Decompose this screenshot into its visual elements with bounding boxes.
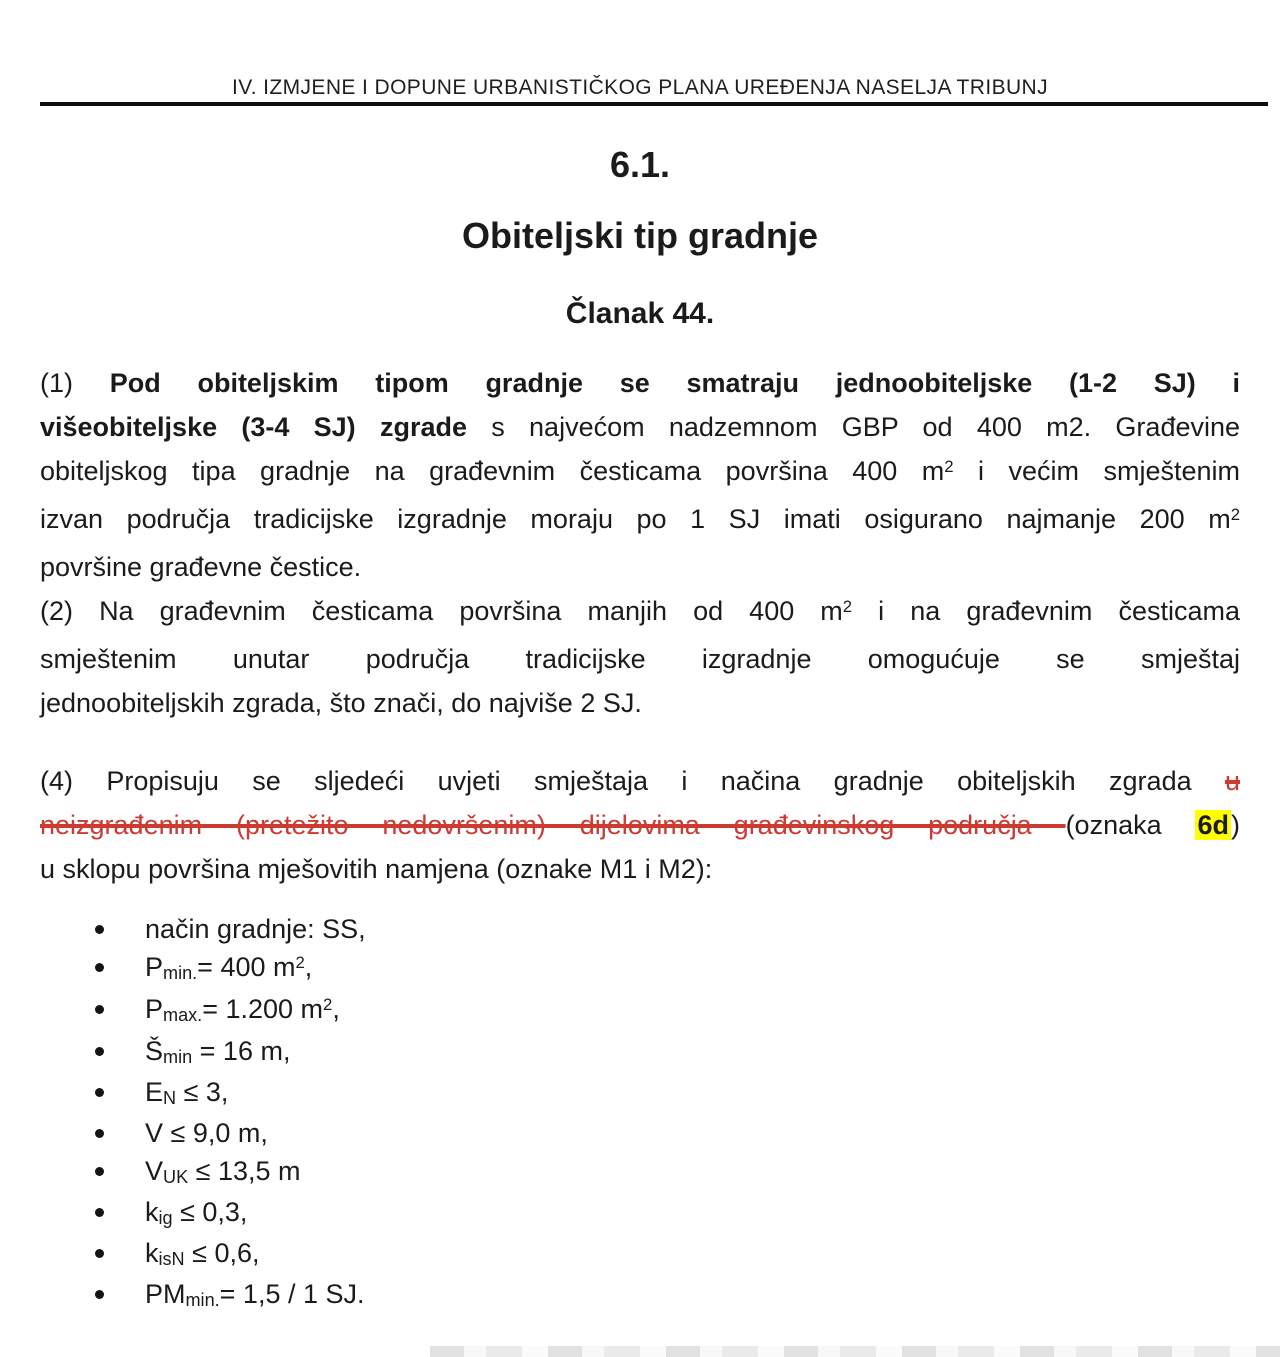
paragraph-line (40, 847, 1240, 891)
text-run: (2) Na građevnim česticama površina manjih od 400 m (40, 596, 843, 626)
paragraph (40, 361, 1240, 589)
text-run: u sklopu površina mješovitih namjena (oznake M1 i M2): (40, 854, 713, 884)
text-run: min (163, 1047, 193, 1068)
list-item-text (145, 990, 340, 1032)
text-run: ≤ 0,6, (184, 1238, 260, 1268)
list-item-text (145, 1193, 247, 1234)
header-rule (40, 102, 1268, 106)
paragraph-line (40, 589, 1240, 637)
section-number: 6.1. (609, 144, 671, 185)
list-item-text (145, 910, 366, 948)
paragraph (40, 589, 1240, 725)
list-item-text (145, 1073, 228, 1114)
bullet-dot-icon (95, 1088, 104, 1097)
paragraphs (40, 361, 1240, 891)
bullet-list (40, 910, 1240, 1316)
list-item-text (145, 1275, 365, 1316)
text-run: min. (185, 1290, 220, 1311)
list-item-text (145, 948, 312, 990)
running-header: IV. IZMJENE I DOPUNE URBANISTIČKOG PLANA UREĐENJA NASELJA TRIBUNJ (231, 76, 1049, 99)
bullet-dot-icon (95, 1167, 104, 1176)
paragraph-line (40, 681, 1240, 725)
struck-text-run: neizgrađenim (pretežito nedovršenim) dijelovima građevinskog područja (40, 810, 1066, 840)
text-run: ≤ 13,5 m (188, 1156, 301, 1186)
struck-text-run: u (1224, 766, 1240, 796)
text-run: ) (1231, 810, 1240, 840)
list-item (40, 1114, 1240, 1152)
text-run: min. (163, 963, 198, 984)
text-run: 2 (842, 597, 853, 617)
text-run: V (145, 1156, 164, 1186)
text-run: PM (145, 1279, 186, 1309)
bullet-dot-icon (95, 1290, 104, 1299)
text-run: P (145, 952, 164, 982)
list-item-text (145, 1114, 268, 1152)
page-bottom-cutoff-artifact (430, 1346, 1280, 1357)
paragraph-line (40, 545, 1240, 589)
paragraph-line (40, 803, 1240, 847)
paragraph-line (40, 449, 1240, 497)
bullet-dot-icon (95, 1249, 104, 1258)
text-run: k (145, 1197, 159, 1227)
paragraph-line (40, 361, 1240, 405)
text-run: , (304, 952, 313, 982)
list-item (40, 1073, 1240, 1114)
text-run: ≤ 3, (176, 1077, 229, 1107)
text-run: izvan područja tradicijske izgradnje moraju po 1 SJ imati osigurano najmanje 200 m (40, 504, 1231, 534)
list-item (40, 1275, 1240, 1316)
text-run: N (163, 1088, 177, 1109)
list-item (40, 1234, 1240, 1275)
text-run: k (145, 1238, 159, 1268)
text-run: (1) (40, 368, 110, 398)
text-run: max. (163, 1005, 203, 1026)
paragraph-line (40, 637, 1240, 681)
highlighted-text-run: 6d (1197, 810, 1229, 840)
paragraph-line (40, 759, 1240, 803)
list-item-text (145, 1032, 290, 1073)
bullet-dot-icon (95, 925, 104, 934)
text-run: jednoobiteljskih zgrada, što znači, do najviše 2 SJ. (40, 688, 642, 718)
text-run: = 1.200 m (202, 994, 324, 1024)
text-run: , (332, 994, 340, 1024)
text-run: = 1,5 / 1 SJ. (219, 1279, 365, 1309)
text-run: E (145, 1077, 164, 1107)
text-run: površine građevne čestice. (40, 552, 362, 582)
text-run: višeobiteljske (3-4 SJ) zgrade (40, 412, 467, 442)
bullet-dot-icon (95, 1005, 104, 1014)
list-item (40, 910, 1240, 948)
list-item (40, 1152, 1240, 1193)
article-title: Članak 44. (565, 297, 715, 330)
text-run: = 16 m, (192, 1036, 291, 1066)
list-item (40, 948, 1240, 990)
list-item (40, 990, 1240, 1032)
text-run: (4) Propisuju se sljedeći uvjeti smještaja i načina gradnje obiteljskih zgrada (40, 766, 1225, 796)
paragraph (40, 759, 1240, 891)
list-item (40, 1193, 1240, 1234)
bullet-dot-icon (95, 1047, 104, 1056)
text-run: (oznaka (1065, 810, 1196, 840)
text-run: i većim smještenim (953, 456, 1240, 486)
text-run: P (145, 994, 164, 1024)
list-item-text (145, 1152, 301, 1193)
text-run: UK (163, 1167, 189, 1188)
paragraph-line (40, 405, 1240, 449)
text-run: Š (145, 1036, 164, 1066)
text-run: Pod obiteljskim tipom gradnje se smatraju jednoobiteljske (1-2 SJ) i (109, 368, 1240, 398)
text-run: 2 (323, 995, 333, 1015)
text-run: način gradnje: SS, (145, 914, 366, 944)
text-run: 2 (295, 953, 305, 973)
text-run: ig (158, 1208, 173, 1229)
list-item-text (145, 1234, 259, 1275)
text-run: 2 (1230, 505, 1240, 525)
section-title: Obiteljski tip gradnje (461, 215, 819, 256)
bullet-dot-icon (95, 1129, 104, 1138)
text-run: V ≤ 9,0 m, (145, 1118, 268, 1148)
text-run: 2 (944, 457, 954, 477)
bullet-dot-icon (95, 1208, 104, 1217)
text-run: isN (158, 1249, 185, 1270)
text-run: i na građevnim česticama (852, 596, 1240, 626)
paragraph-line (40, 497, 1240, 545)
text-run: ≤ 0,3, (172, 1197, 248, 1227)
text-run: s najvećom nadzemnom GBP od 400 m2. Građevine (466, 412, 1241, 442)
text-run: smještenim unutar područja tradicijske izgradnje omogućuje se smještaj (40, 644, 1240, 674)
bullet-dot-icon (95, 963, 104, 972)
text-run: = 400 m (197, 952, 296, 982)
text-run: obiteljskog tipa gradnje na građevnim česticama površina 400 m (40, 456, 945, 486)
list-item (40, 1032, 1240, 1073)
document-page (0, 77, 1280, 1316)
